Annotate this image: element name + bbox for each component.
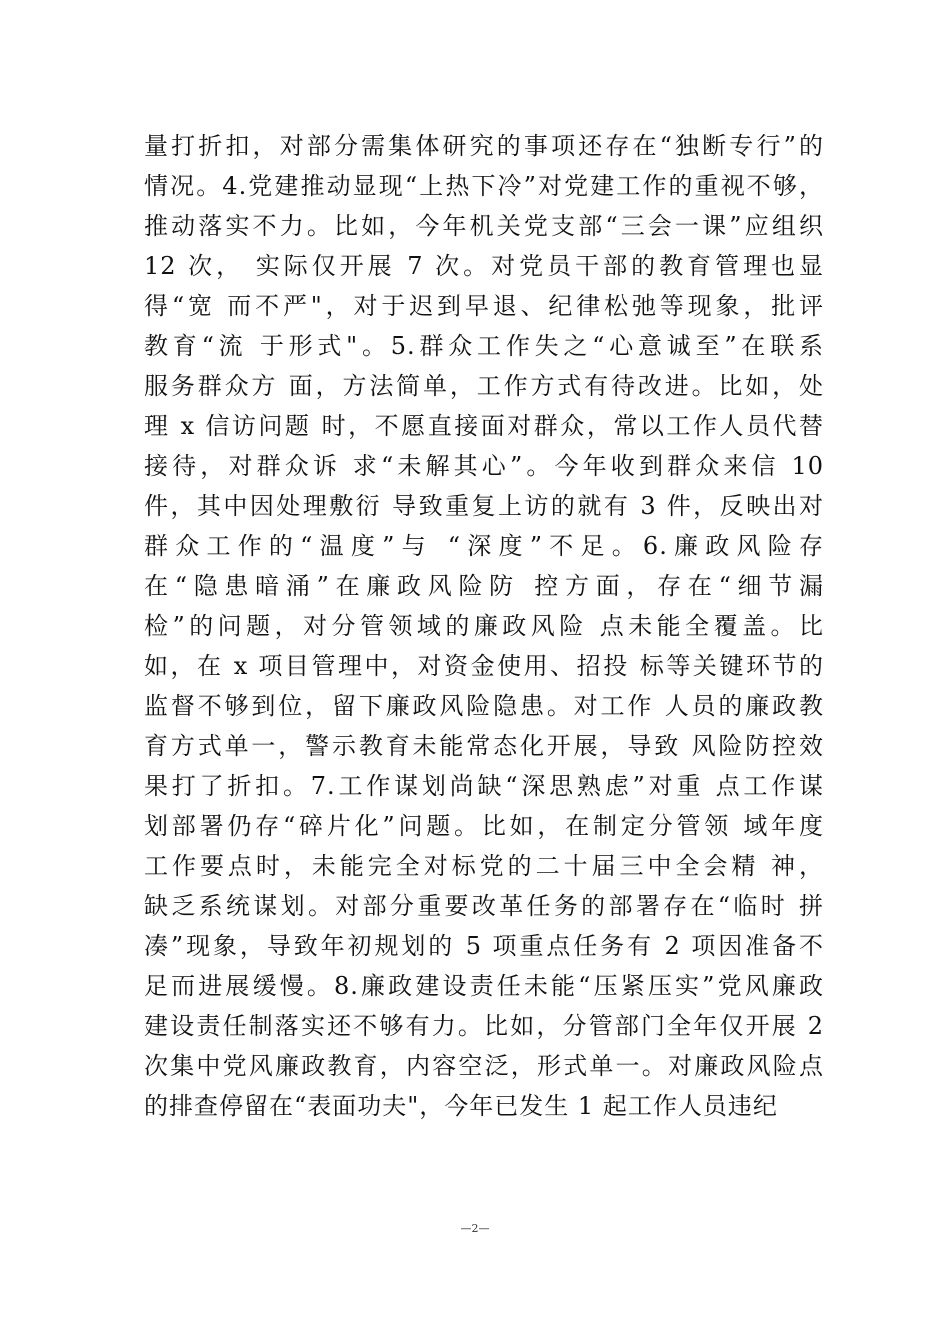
text-line: 12 次， 实际仅开展 7 次。对党员干部的教育管理也显 (144, 252, 824, 280)
text-line: 情况。4.党建推动显现“上热下冷”对党建工作的重视不够， (144, 172, 824, 200)
text-line: 划部署仍存“碎片化”问题。比如，在制定分管领 域年度 (144, 812, 824, 840)
text-line: 工作要点时，未能完全对标党的二十届三中全会精 神， (144, 852, 824, 880)
text-line: 检”的问题，对分管领域的廉政风险 点未能全覆盖。比 (144, 612, 824, 640)
text-line: 如，在 x 项目管理中，对资金使用、招投 标等关键环节的 (144, 652, 824, 680)
text-line: 教育“流 于形式"。5.群众工作失之“心意诚至”在联系 (144, 332, 824, 360)
text-line: 育方式单一，警示教育未能常态化开展，导致 风险防控效 (144, 732, 824, 760)
text-line: 缺乏系统谋划。对部分重要改革任务的部署存在“临时 拼 (144, 892, 824, 920)
text-line: 件，其中因处理敷衍 导致重复上访的就有 3 件，反映出对 (144, 492, 824, 520)
text-line: 群众工作的“温度”与 “深度”不足。6.廉政风险存 (144, 532, 824, 560)
text-line: 在“隐患暗涌”在廉政风险防 控方面，存在“细节漏 (144, 572, 824, 600)
text-line: 足而进展缓慢。8.廉政建设责任未能“压紧压实”党风廉政 (144, 972, 824, 1000)
text-line: 服务群众方 面，方法简单，工作方式有待改进。比如，处 (144, 372, 824, 400)
text-line: 推动落实不力。比如，今年机关党支部“三会一课”应组织 (144, 212, 824, 240)
text-line: 的排查停留在“表面功夫"，今年已发生 1 起工作人员违纪 (144, 1092, 778, 1120)
text-line: 建设责任制落实还不够有力。比如，分管部门全年仅开展 2 (144, 1012, 824, 1040)
text-line: 接待，对群众诉 求“未解其心”。今年收到群众来信 10 (144, 452, 824, 480)
text-line: 次集中党风廉政教育，内容空泛，形式单一。对廉政风险点 (144, 1052, 824, 1080)
text-line: 凑”现象，导致年初规划的 5 项重点任务有 2 项因准备不 (144, 932, 824, 960)
page-number: —2— (460, 1222, 490, 1235)
text-line: 监督不够到位，留下廉政风险隐患。对工作 人员的廉政教 (144, 692, 824, 720)
text-line: 量打折扣，对部分需集体研究的事项还存在“独断专行”的 (144, 132, 824, 160)
text-line: 得“宽 而不严"，对于迟到早退、纪律松弛等现象，批评 (144, 292, 824, 320)
body-text (144, 126, 824, 1126)
text-line: 果打了折扣。7.工作谋划尚缺“深思熟虑”对重 点工作谋 (144, 772, 824, 800)
text-line: 理 x 信访问题 时，不愿直接面对群众，常以工作人员代替 (144, 412, 824, 440)
